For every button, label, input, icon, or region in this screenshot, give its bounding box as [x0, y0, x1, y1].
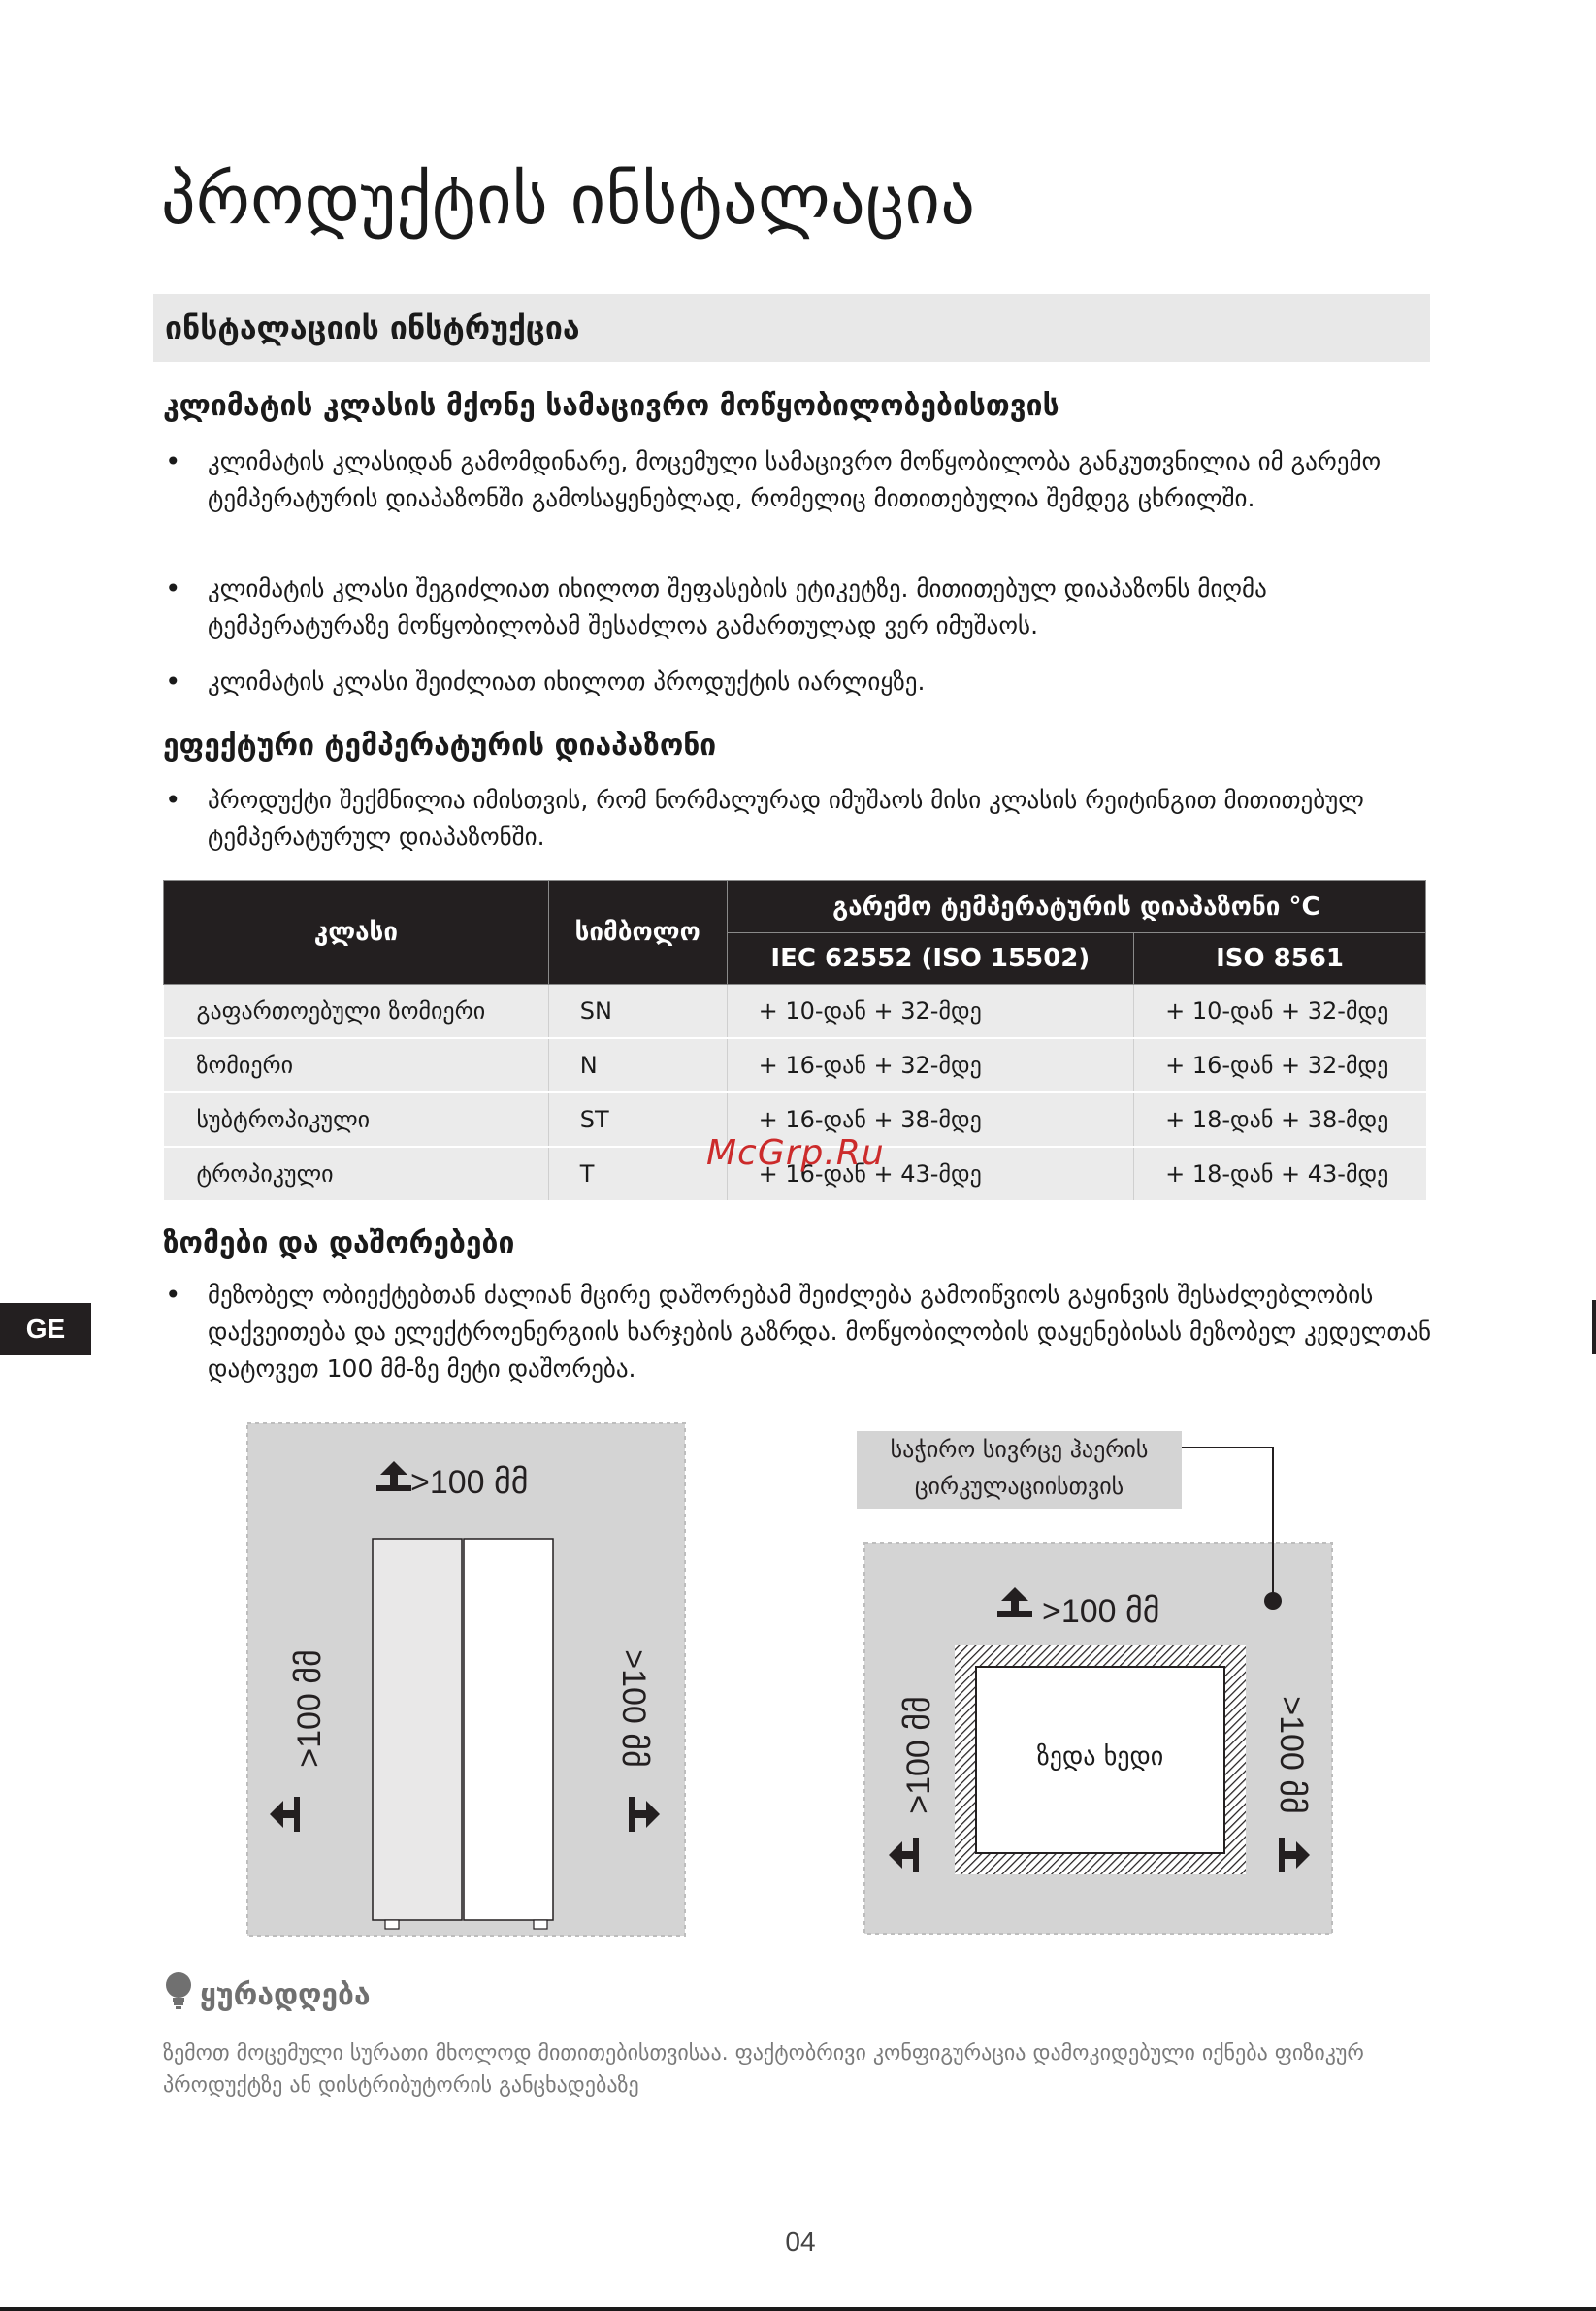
clearance-label-left: >100 მმ: [900, 1696, 937, 1814]
bullet-icon: •: [165, 784, 181, 816]
bullet-icon: •: [165, 666, 181, 698]
cell-class: ტროპიკული: [164, 1147, 549, 1201]
table-row: [164, 1038, 1426, 1092]
clearance-label-top: >100 მმ: [410, 1464, 529, 1501]
list-item: [161, 570, 1432, 646]
page-title: პროდუქტის ინსტალაცია: [161, 160, 976, 240]
dims-heading: ზომები და დაშორებები: [163, 1226, 515, 1260]
col-header-symbol: სიმბოლო: [548, 881, 727, 985]
col-header-iso: ISO 8561: [1134, 933, 1426, 985]
callout-text: საჭირო სივრცე ჰაერის ცირკულაციისთვის: [890, 1436, 1149, 1500]
lightbulb-icon: [163, 1971, 194, 2010]
bullet-icon: •: [165, 445, 181, 477]
col-header-class: კლასი: [164, 881, 549, 985]
air-circulation-callout: [857, 1431, 1182, 1509]
climate-bullet-2: კლიმატის კლასი შეგიძლიათ იხილოთ შეფასების ეტიკეტზე. მითითებულ დიაპაზონს მიღმა ტემპერატურაზე მოწყობილობამ შესაძლოა გამართულად ვერ იმუშაოს.: [208, 574, 1267, 639]
section-header-bar: [153, 294, 1430, 362]
cell-iso: + 18-დან + 43-მდე: [1134, 1147, 1426, 1201]
cell-symbol: N: [548, 1038, 727, 1092]
cell-symbol: ST: [548, 1092, 727, 1147]
cell-iso: + 10-დან + 32-მდე: [1134, 985, 1426, 1039]
language-tab: GE: [0, 1303, 91, 1355]
col-header-iec: IEC 62552 (ISO 15502): [727, 933, 1134, 985]
edge-marker: [1592, 1300, 1596, 1354]
cell-class: სუბტროპიკული: [164, 1092, 549, 1147]
note-title: ყურადღება: [200, 1978, 371, 2012]
dims-bullet: მეზობელ ობიექტებთან ძალიან მცირე დაშორებამ შეიძლება გამოიწვიოს გაყინვის შესაძლებლობის დაქვეითება და ელექტროენერგიის ხარჯების გაზრდა. მოწყობილობის დაყენებისას მეზობელ კედელთან დატოვეთ 100 მმ-ზე მეტი დაშორება.: [208, 1281, 1432, 1383]
top-edge-label: ზედა ხედი: [1036, 1742, 1164, 1772]
cell-symbol: SN: [548, 985, 727, 1039]
list-item: [161, 443, 1432, 558]
note-text: ზემოთ მოცემული სურათი მხოლოდ მითითებისთვისაა. ფაქტობრივი კონფიგურაცია დამოკიდებული იქნება ფიზიკურ პროდუქტზე ან დისტრიბუტორის განცხადებაზე: [163, 2041, 1364, 2098]
cell-class: ზომიერი: [164, 1038, 549, 1092]
section-title: ინსტალაციის ინსტრუქცია: [165, 309, 580, 346]
effective-heading: ეფექტური ტემპერატურის დიაპაზონი: [163, 729, 717, 763]
cell-iec: + 16-დან + 38-მდე: [727, 1092, 1134, 1147]
table-row: [164, 985, 1426, 1039]
watermark: McGrp.Ru: [706, 1133, 885, 1173]
clearance-label-right: >100 მმ: [615, 1649, 652, 1768]
callout-dot-icon: [1264, 1592, 1282, 1610]
cell-iso: + 18-დან + 38-მდე: [1134, 1092, 1426, 1147]
climate-heading: კლიმატის კლასის მქონე სამაცივრო მოწყობილობებისთვის: [163, 389, 1059, 423]
climate-bullet-1: კლიმატის კლასიდან გამომდინარე, მოცემული სამაცივრო მოწყობილობა განკუთვნილია იმ გარემო ტემპერატურის დიაპაზონში გამოსაყენებლად, რომელიც მითითებულია შემდეგ ცხრილში.: [208, 447, 1382, 512]
cell-class: გაფართოებული ზომიერი: [164, 985, 549, 1039]
list-item: [161, 664, 1432, 702]
cell-iec: + 16-დან + 32-მდე: [727, 1038, 1134, 1092]
cell-symbol: T: [548, 1147, 727, 1201]
col-header-range: გარემო ტემპერატურის დიაპაზონი °C: [727, 881, 1425, 933]
climate-bullet-3: კლიმატის კლასი შეიძლიათ იხილოთ პროდუქტის იარლიყზე.: [208, 667, 926, 696]
clearance-label-top: >100 მმ: [1042, 1593, 1160, 1630]
cell-iec: + 16-დან + 43-მდე: [727, 1147, 1134, 1201]
clearance-label-right: >100 მმ: [1273, 1696, 1310, 1814]
clearance-label-left: >100 მმ: [291, 1649, 328, 1768]
top-view-diagram: [863, 1436, 1335, 1936]
cell-iec: + 10-დან + 32-მდე: [727, 985, 1134, 1039]
bullet-icon: •: [165, 1279, 181, 1311]
list-item: [161, 1277, 1432, 1391]
page-number: 04: [785, 2227, 816, 2257]
list-item: [161, 782, 1432, 858]
cell-iso: + 16-დან + 32-მდე: [1134, 1038, 1426, 1092]
bottom-divider: [0, 2307, 1596, 2311]
effective-bullet: პროდუქტი შექმნილია იმისთვის, რომ ნორმალურად იმუშაოს მისი კლასის რეიტინგით მითითებულ ტემპერატურულ დიაპაზონში.: [208, 786, 1364, 851]
bullet-icon: •: [165, 572, 181, 604]
